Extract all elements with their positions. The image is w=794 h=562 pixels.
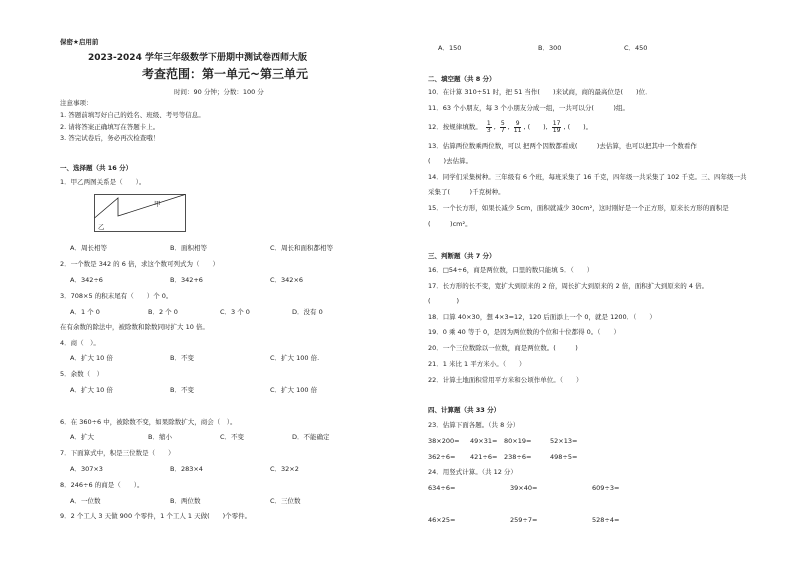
question-14-cont: 采集了( )千克树种。 bbox=[428, 188, 505, 196]
question-19: 19．0 乘 40 等于 0，是因为两位数的个位和十位都得 0。（ ） bbox=[428, 328, 621, 336]
question-3: 3．708×5 的积末尾有（ ）个 0。 bbox=[60, 292, 173, 300]
section-choice-heading: 一、选择题（共 16 分） bbox=[60, 164, 133, 172]
question-14: 14．同学们采集树种。三年级有 6 个班，每班采集了 16 千克，四年级一共采集了 102 千克。三、四年级一共 bbox=[428, 173, 747, 181]
option[interactable]: B．不变 bbox=[170, 354, 194, 362]
option[interactable]: C．周长和面积都相等 bbox=[270, 244, 334, 252]
exam-title: 2023-2024 学年三年级数学下册期中测试卷西师大版 bbox=[88, 53, 307, 63]
shape-figure bbox=[94, 194, 186, 232]
question-16: 16．□54÷6，商是两位数，口里的数只能填 5．（ ） bbox=[428, 266, 594, 274]
secret-label: 保密★启用前 bbox=[60, 38, 99, 46]
question-12: 12．按规律填数。 $\frac{1}{3}$ , $\frac{5}{7}$ , $\frac{9}{11}$ , ( ), $\frac{17}{19}$ , ( )。 bbox=[428, 119, 593, 134]
fraction: $\frac{17}{19}$ bbox=[552, 119, 561, 134]
calc-item[interactable]: 52×13= bbox=[550, 437, 578, 445]
option[interactable]: A．周长相等 bbox=[70, 244, 107, 252]
option[interactable]: C．不变 bbox=[220, 433, 245, 441]
fraction: $\frac{9}{11}$ bbox=[513, 119, 522, 134]
vertical-calc-item[interactable]: 609÷3= bbox=[592, 484, 620, 492]
question-5: 5．余数（ ） bbox=[60, 370, 104, 378]
option[interactable]: B．不变 bbox=[170, 386, 194, 394]
option[interactable]: D．没有 0 bbox=[292, 308, 323, 316]
calc-item[interactable]: 362÷6= bbox=[428, 453, 456, 461]
notes-heading: 注意事项： bbox=[60, 99, 93, 107]
option[interactable]: B．342+6 bbox=[170, 276, 203, 284]
calc-item[interactable]: 38×200= bbox=[428, 437, 460, 445]
option[interactable]: A．扩大 bbox=[70, 433, 94, 441]
option[interactable]: B．300 bbox=[538, 44, 562, 52]
question-note: 在有余数的除法中，被除数和除数同时扩大 10 倍。 bbox=[60, 323, 209, 331]
question-1: 1．甲乙两图关系是（ ）。 bbox=[60, 178, 146, 186]
option[interactable]: B．面积相等 bbox=[170, 244, 207, 252]
calc-item[interactable]: 238÷6= bbox=[504, 453, 532, 461]
option[interactable]: A．342÷6 bbox=[70, 276, 103, 284]
option[interactable]: C．3 个 0 bbox=[220, 308, 250, 316]
calc-item[interactable]: 498÷5= bbox=[550, 453, 578, 461]
question-20: 20．一个三位数除以一位数，商是两位数。( ) bbox=[428, 344, 578, 352]
option[interactable]: C．342×6 bbox=[270, 276, 304, 284]
question-17: 17．长方形的长不变，宽扩大到原来的 2 倍，周长扩大到原来的 2 倍，面积扩大到原来的 4 倍。 bbox=[428, 282, 709, 290]
figure-label-yi: 乙 bbox=[98, 223, 105, 231]
exam-time: 时间：90 分钟；分数：100 分 bbox=[174, 88, 264, 96]
option[interactable]: B．两位数 bbox=[170, 497, 201, 505]
fraction: $\frac{5}{7}$ bbox=[500, 119, 505, 134]
question-10: 10．在计算 310÷51 时，把 51 当作( )来试商，商的最高位是( )位． bbox=[428, 88, 652, 96]
vertical-calc-item[interactable]: 39×40= bbox=[510, 484, 538, 492]
right-page bbox=[428, 0, 758, 562]
question-2: 2．一个数是 342 的 6 倍，求这个数可列式为（ ） bbox=[60, 260, 219, 268]
option[interactable]: C．450 bbox=[624, 44, 648, 52]
question-21: 21．1 米比 1 平方米小。（ ） bbox=[428, 360, 526, 368]
answer-blank[interactable]: ( ) bbox=[527, 123, 546, 131]
question-24: 24．用竖式计算。（共 12 分） bbox=[428, 468, 517, 476]
fraction: $\frac{1}{3}$ bbox=[486, 119, 491, 134]
option[interactable]: B．283×4 bbox=[170, 465, 203, 473]
question-7: 7．下面算式中，积是三位数是（ ） bbox=[60, 449, 175, 457]
option[interactable]: A．扩大 10 倍 bbox=[70, 354, 113, 362]
question-18: 18．口算 40×30，想 4×3=12，120 后面添上一个 0，就是 1200．（ ） bbox=[428, 313, 656, 321]
question-9: 9．2 个工人 3 天做 900 个零件，1 个工人 1 天做( )个零件。 bbox=[60, 512, 252, 520]
option[interactable]: C．扩大 100 倍 bbox=[270, 386, 318, 394]
question-15-cont: ( )cm²。 bbox=[428, 220, 472, 228]
vertical-calc-item[interactable]: 634÷6= bbox=[428, 484, 456, 492]
option[interactable]: C．扩大 100 倍. bbox=[270, 354, 320, 362]
exam-scope: 考查范围：第一单元~第三单元 bbox=[142, 67, 309, 81]
question-12-prefix: 12．按规律填数。 bbox=[428, 123, 482, 131]
left-page bbox=[60, 0, 390, 562]
question-17-cont: ( ) bbox=[428, 297, 460, 305]
option[interactable]: A．307×3 bbox=[70, 465, 103, 473]
section-calc-heading: 四、计算题（共 33 分） bbox=[428, 406, 501, 414]
option[interactable]: A．150 bbox=[438, 44, 462, 52]
option[interactable]: B．缩小 bbox=[148, 433, 172, 441]
option[interactable]: A．扩大 10 倍 bbox=[70, 386, 113, 394]
question-11: 11．63 个小朋友，每 3 个小朋友分成一组，一共可以分( )组。 bbox=[428, 104, 629, 112]
option[interactable]: C．三位数 bbox=[270, 497, 301, 505]
note-item: 3. 答完试卷后，务必再次检查哦！ bbox=[60, 134, 160, 142]
section-fill-heading: 二、填空题（共 8 分） bbox=[428, 75, 496, 83]
question-22: 22．计算土地面积常用平方米和公顷作单位。（ ） bbox=[428, 376, 583, 384]
question-15: 15．一个长方形，如果长减少 5cm，面积就减少 30cm²，这时刚好是一个正方形，原来长方形的面积是 bbox=[428, 204, 729, 212]
question-6: 6．在 360÷6 中，被除数不变，如果除数扩大，商会（ ）。 bbox=[60, 418, 237, 426]
calc-item[interactable]: 421÷6= bbox=[470, 453, 498, 461]
note-item: 1. 答题前填写好自己的姓名、班级、考号等信息。 bbox=[60, 111, 205, 119]
option[interactable]: A．一位数 bbox=[70, 497, 101, 505]
note-item: 2. 请将答案正确填写在答题卡上。 bbox=[60, 123, 160, 131]
option[interactable]: C．32×2 bbox=[270, 465, 299, 473]
question-4: 4．商（ ）。 bbox=[60, 339, 100, 347]
option[interactable]: D．不能确定 bbox=[292, 433, 330, 441]
calc-item[interactable]: 80×19= bbox=[504, 437, 532, 445]
question-13: 13．估算两位数乘两位数，可以 把两个因数都看成( )去估算，也可以把其中一个数看作 bbox=[428, 142, 697, 150]
vertical-calc-item[interactable]: 259÷7= bbox=[510, 516, 538, 524]
figure-label-jia: 甲 bbox=[154, 200, 161, 208]
vertical-calc-item[interactable]: 528÷4= bbox=[592, 516, 620, 524]
question-23: 23．估算下面各题。（共 8 分） bbox=[428, 421, 520, 429]
answer-blank[interactable]: ( ) bbox=[567, 123, 586, 131]
question-8: 8．246÷6 的商是（ ）。 bbox=[60, 481, 144, 489]
section-judge-heading: 三、判断题（共 7 分） bbox=[428, 252, 496, 260]
option[interactable]: A．1 个 0 bbox=[70, 308, 100, 316]
vertical-calc-item[interactable]: 46×25= bbox=[428, 516, 456, 524]
question-13-cont: ( )去估算。 bbox=[428, 157, 473, 165]
calc-item[interactable]: 49×31= bbox=[470, 437, 498, 445]
option[interactable]: B．2 个 0 bbox=[148, 308, 178, 316]
